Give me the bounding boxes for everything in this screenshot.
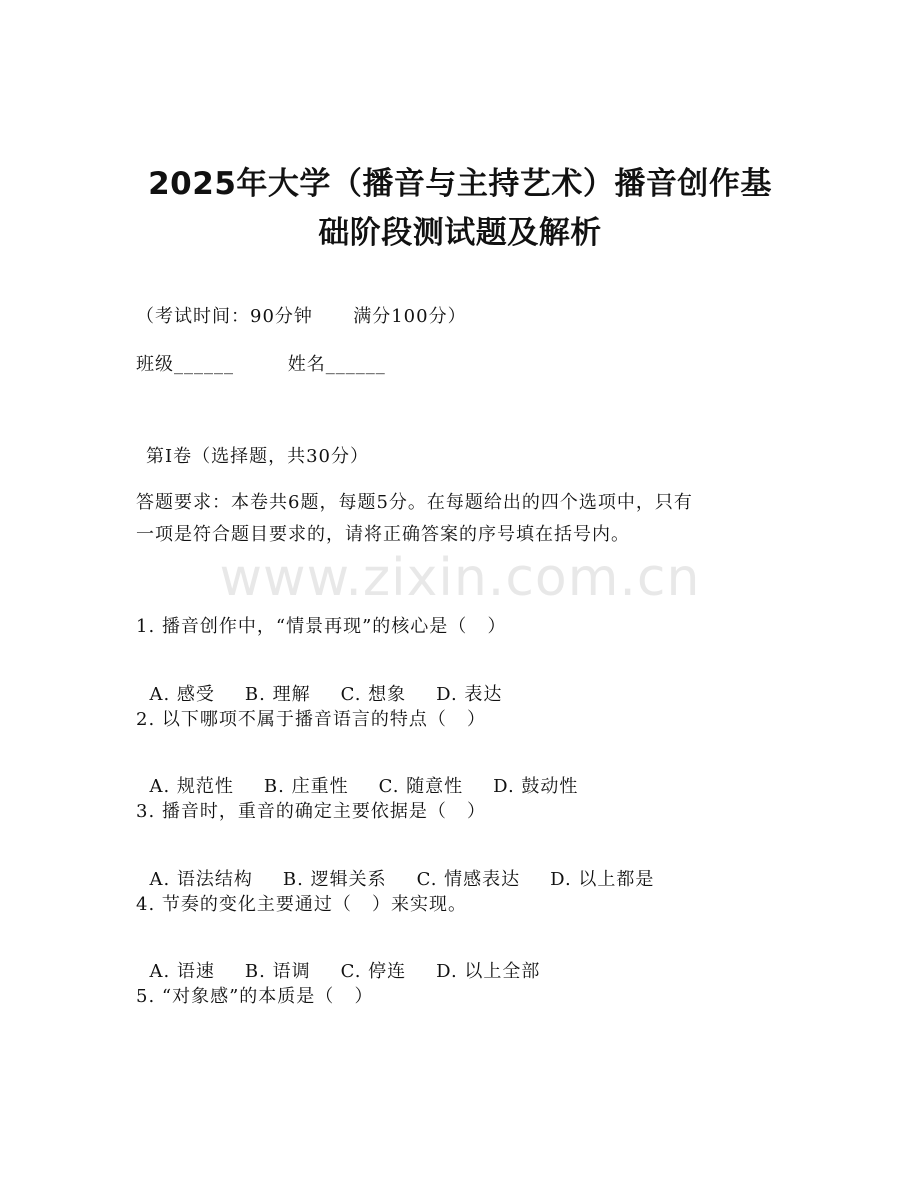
watermark: www.zixin.com.cn xyxy=(219,548,701,608)
question-stem: 2. 以下哪项不属于播音语言的特点（ ） xyxy=(136,709,487,730)
document-title-line-1: 2025年大学（播音与主持艺术）播音创作基 xyxy=(148,166,772,202)
option: B. 语调 xyxy=(244,961,311,982)
option: B. 理解 xyxy=(244,684,311,705)
section-header: 第Ⅰ卷（选择题，共30分） xyxy=(146,446,370,467)
option: B. 庄重性 xyxy=(263,776,349,797)
option: D. 以上全部 xyxy=(436,961,541,982)
option: D. 表达 xyxy=(436,684,503,705)
instructions-line-2: 一项是符合题目要求的，请将正确答案的序号填在括号内。 xyxy=(136,524,630,545)
class-name-fields: 班级______ 姓名______ xyxy=(136,354,386,375)
option: B. 逻辑关系 xyxy=(282,869,387,890)
option: A. 语法结构 xyxy=(149,869,253,890)
question-options xyxy=(136,936,570,983)
question-options xyxy=(136,659,532,706)
document-title-line-2: 础阶段测试题及解析 xyxy=(318,215,602,251)
question-options xyxy=(136,844,684,891)
option: A. 感受 xyxy=(149,684,215,705)
option: C. 随意性 xyxy=(378,776,464,797)
option: A. 规范性 xyxy=(149,776,234,797)
option: C. 停连 xyxy=(340,961,407,982)
option: C. 情感表达 xyxy=(416,869,521,890)
question-options xyxy=(136,751,608,798)
exam-info: （考试时间：90分钟 满分100分） xyxy=(136,306,467,327)
option: D. 以上都是 xyxy=(550,869,655,890)
option: D. 鼓动性 xyxy=(493,776,579,797)
question-stem: 3. 播音时，重音的确定主要依据是（ ） xyxy=(136,801,487,822)
option: C. 想象 xyxy=(340,684,407,705)
question-stem: 5. “对象感”的本质是（ ） xyxy=(136,986,374,1007)
option: A. 语速 xyxy=(149,961,215,982)
question-stem: 1. 播音创作中，“情景再现”的核心是（ ） xyxy=(136,616,507,637)
instructions-line-1: 答题要求：本卷共6题，每题5分。在每题给出的四个选项中，只有 xyxy=(136,492,693,513)
question-stem: 4. 节奏的变化主要通过（ ）来实现。 xyxy=(136,894,468,915)
